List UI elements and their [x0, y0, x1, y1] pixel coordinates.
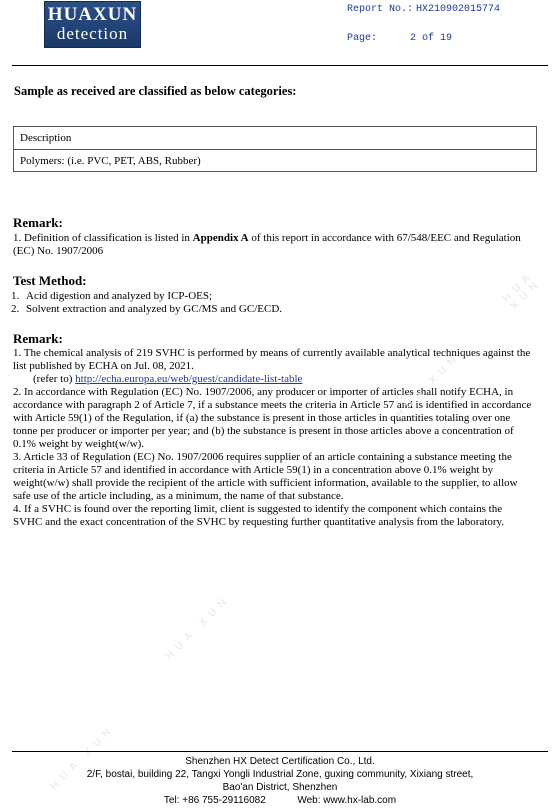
test-method-list [11, 290, 531, 316]
remark1-heading: Remark: [13, 215, 63, 230]
list-item-number: 2. [11, 303, 20, 315]
classification-table [13, 126, 537, 172]
report-number: HX210902015774 [416, 4, 501, 15]
page-number: 2 of 19 [410, 33, 453, 44]
remark1-text-before: 1. Definition of classification is listed in [13, 232, 193, 244]
refer-prefix: (refer to) [33, 373, 73, 385]
remark2-paragraph-2: 2. In accordance with Regulation (EC) No. 1907/2006, any producer or importer of articles shall notify ECHA, in accordance with paragraph 2 of Article 7, if a substance meets the criteria in Article 57 and is identified in accordance with Article 59(1) of the Regulation, if (a) the substance is present in those articles in quantities totaling over one tonne per producer or importer per year; and (b) the substance is present in those articles above a concentration of 0.1% weight by weight(w/w). [13, 386, 532, 450]
remark1-appendix: Appendix A [192, 232, 249, 244]
footer-web: Web: www.hx-lab.com [297, 795, 397, 806]
echa-candidate-list-link[interactable]: http://echa.europa.eu/web/guest/candidate-list-table [75, 373, 303, 385]
list-item-text: Acid digestion and analyzed by ICP-OES; [26, 290, 213, 302]
remark1-text-after: of this report in accordance with 67/548/EEC and Regulation (EC) No. 1907/2006 [13, 232, 521, 257]
footer-address-line1: 2/F, bostai, building 22, Tangxi Yongli Industrial Zone, guxing community, Xixiang street, [86, 769, 474, 780]
footer-divider [12, 751, 548, 752]
list-item [11, 303, 531, 316]
report-number-label: Report No.: [347, 4, 414, 15]
watermark: HUA XUN [501, 269, 545, 312]
page-label: Page: [347, 33, 378, 44]
remark2-paragraph-4: 4. If a SVHC is found over the reporting limit, client is suggested to identify the component which contains the SVHC and the exact concentration of the SVHC by requesting further quantitative analysis from the laboratory. [13, 503, 505, 528]
list-item-text: Solvent extraction and analyzed by GC/MS and GC/ECD. [26, 303, 283, 315]
page-title: Sample as received are classified as below categories: [14, 84, 297, 98]
watermark: HUA XUN [163, 593, 233, 662]
watermark: HUA XUN [393, 351, 463, 420]
table-row: Polymers: (i.e. PVC, PET, ABS, Rubber) [14, 149, 536, 172]
footer-contact [0, 794, 560, 807]
footer-company: Shenzhen HX Detect Certification Co., Ltd. [185, 756, 375, 767]
footer-address-line2: Bao'an District, Shenzhen [222, 782, 338, 793]
company-logo [44, 1, 141, 48]
remark2-paragraph-3: 3. Article 33 of Regulation (EC) No. 1907/2006 requires supplier of an article containing a substance meeting the criteria in Article 57 and identified in accordance with Article 59(1) in a concentration above 0.1% weight by weight(w/w) shall provide the recipient of the article with sufficient information, available to the supplier, to allow safe use of the article including, as a minimum, the name of that substance. [13, 451, 518, 502]
logo-line1: HUAXUN [47, 4, 138, 25]
watermark: HUA XUN [48, 723, 118, 792]
header-divider [12, 65, 548, 66]
footer-tel: Tel: +86 755-29116082 [163, 795, 266, 806]
remark2-refer-line [13, 373, 533, 386]
logo-line2: detection [56, 24, 129, 43]
table-header-cell: Description [20, 132, 72, 144]
remark1-text [13, 232, 533, 258]
remark2-body [13, 347, 533, 529]
remark2-paragraph-1: 1. The chemical analysis of 219 SVHC is performed by means of currently available analytical techniques against the list published by ECHA on Jul. 08, 2021. [13, 347, 531, 372]
test-method-heading: Test Method: [13, 273, 87, 288]
remark2-heading: Remark: [13, 331, 63, 346]
list-item-number: 1. [11, 290, 20, 302]
list-item [11, 290, 531, 303]
